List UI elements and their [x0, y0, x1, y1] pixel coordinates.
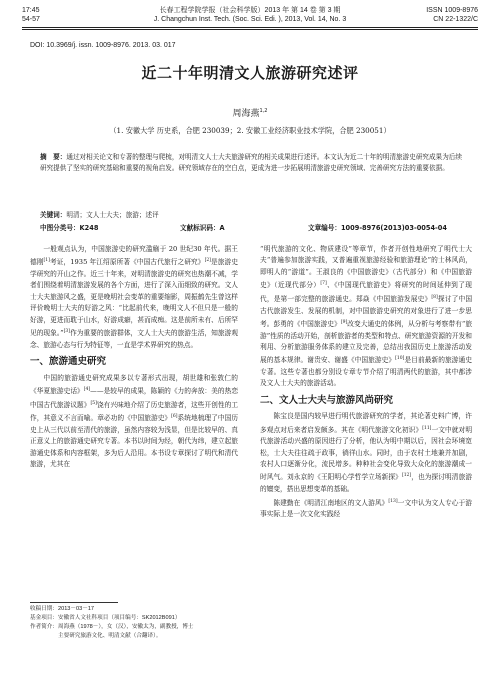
footnote [30, 605, 240, 641]
citation: [2] [204, 258, 211, 264]
text-run: 是目前最新的旅游通史专著。这些专著也都分别设专章专节介绍了明清两代的旅游，其中都涉及文人士大夫的旅游活动。 [260, 356, 473, 388]
author-bio: 作者简介：周海燕（1978－），女（汉），安徽太为，副教授，博士 [30, 624, 194, 630]
text-run: 陈宝良是国内较早进行明代旅游研究的学者，其论著史料广博，许多观点对后来者启发颇多。其在《明代旅游文化初识》 [260, 412, 472, 434]
running-header [22, 6, 478, 36]
author-line [0, 106, 500, 119]
author-name: 周海燕 [232, 109, 260, 119]
text-run: 系统地梳理了中国历史上从三代以前至清代的旅游，虽然内容较为浅显，但是比较早的、真正意义上的旅游通史研究专著。本书以时间为经，朝代为纬，建立起旅游通史体系和内容框架，多为后人沿用。本书设专章探讨了明代和清代旅游，尤其在 [30, 414, 239, 469]
section-heading-2: 二、文人士大夫与旅游风尚研究 [260, 394, 394, 406]
text-run: 是旅游史学研究的开山之作。近三十年来，对明清旅游史的研究也热潮不减，学者们围绕着明清旅游发展的各个方面，进行了深入而细致的研究。文人士大夫旅游风之盛，更是晚明社会变革的重要缩影，周振鹤先生曾这样评价晚明士大夫的好游之风：“比起前代来，晚明文人不但只是一般的好游，更进而耽于山水，好游成癖，甚而成痴。这是前所未有、后所罕见的现象。” [30, 258, 239, 338]
text-run: 考证，1935 年江绍原所著《中国古代旅行之研究》 [49, 258, 205, 267]
left-column [30, 244, 238, 470]
article-number: 文章编号：1009-8976(2013)03-0054-04 [308, 224, 447, 232]
header-pages: 54-57 [22, 16, 40, 23]
header-cn: CN 22-1322/C [433, 16, 478, 23]
fund-project: 基金项目：安徽省人文社科项目（项目编号：SK2012B091） [30, 615, 181, 621]
author-affiliation-mark: 1,2 [259, 108, 268, 114]
citation: [5] [90, 400, 97, 406]
abstract-label: 摘 要： [40, 153, 67, 161]
text-run: ——是较早的成果，陈颖的《力的奔放：美的热恋中国古代旅游议题》 [30, 387, 239, 409]
text-run: 一文中就对明代旅游活动兴盛的原因进行了分析，他认为明中期以后，因社会环境宽松，士大夫往往疏于政事，徜徉山水。同时，由于农村土地兼并加剧，农村人口逐渐分化，流民增多。种种社会变化导致大众化的旅游潮成一时风气。刘永京的《王阳明心学哲学立场新探》 [260, 425, 473, 482]
header-right [426, 6, 478, 24]
header-issue-time: 17:45 [22, 7, 40, 14]
citation: [13] [388, 498, 398, 504]
citation: [3] [63, 329, 71, 335]
paper-title: 近二十年明清文人旅游研究述评 [141, 64, 359, 82]
header-journal [22, 6, 478, 24]
header-journal-en: J. Changchun Inst. Tech. (Soc. Sci. Edi. ), 2013, Vol. 14, No. 3 [153, 16, 347, 23]
author-bio-continued: 主要研究旅游文化、明清文献（合翻译）。 [58, 633, 162, 639]
document-code: 文献标识码：A [180, 224, 225, 232]
text-run: “明代旅游的文化、物质建设”等章节，作者开创性地研究了明代士大夫“普遍参加旅游实践，又普遍重视旅游经验和旅游理论”的士林风尚，即明人的“游道”。王淑良的《中国旅游史》（古代部分）和《中国旅游史》（近现代部分） [260, 245, 472, 290]
paragraph-continued [260, 244, 472, 390]
header-rule-top [22, 27, 478, 28]
keywords-text: 明清；文人士大夫；旅游；述评 [66, 211, 159, 219]
doi-line: DOI: 10.3969/j. issn. 1009-8976. 2013. 03. 017 [30, 42, 176, 49]
text-run: 作为重要的旅游群体，文人士大夫的旅游生活，知旅游观念、旅游心态与行为特征等，一直是学术界研究的热点。 [30, 329, 239, 349]
citation: [11] [422, 425, 432, 431]
text-run: 改变大通史的体例，从分析与考察带有“旅游”性质的活动开始，剖析旅游者的类型和特点、研究旅游资源的开发和利用、分析旅游服务体系的建立及完善，总结出我国历史上旅游活动发展的基本规律。谢贵安、谢盛《中国旅游史》 [260, 320, 473, 365]
citation: [12] [401, 473, 412, 479]
citation: [8] [431, 294, 438, 300]
text-run: 陈建勤在《明清江南地区的文人游风》 [273, 498, 389, 507]
citation: [10] [395, 356, 405, 362]
citation: [6] [171, 414, 178, 420]
citation: [9] [340, 319, 348, 325]
citation: [1] [43, 258, 50, 264]
keywords [40, 209, 462, 219]
text-run: 、《中国现代旅游史》将研究的时间延伸到了现代，是第一部完整的旅游通史。郑焱《中国旅游发展史》 [260, 281, 472, 304]
header-issn: ISSN 1009-8976 [426, 7, 478, 14]
received-date: 收稿日期：2013－03－17 [30, 606, 95, 612]
paragraph-chen-baoliang [260, 411, 472, 495]
text-run: ，也为探讨明清旅游的嬗变，搭出思想变革的基础。 [260, 473, 473, 494]
text-run: 中国的旅游通史研究成果多以专著形式出现，胡世雄和张敦仁的《华夏旅游史话》 [30, 373, 238, 396]
text-run: 饶有兴味地介绍了历史旅游者，这些开创性的工作，其意义不言而喻。章必功的《中国旅游史》 [30, 400, 239, 423]
text-run: 探讨了中国古代旅游发生、发展的机制，对中国旅游史研究的对象进行了进一步思考。彭勇的《中国旅游史》 [260, 295, 473, 329]
citation: [7] [320, 281, 327, 287]
paragraph-general-history [30, 373, 238, 471]
paragraph-chen-jianqin [260, 496, 472, 521]
header-rule-bottom [22, 29, 478, 30]
keywords-label: 关键词： [40, 211, 67, 219]
header-journal-cn: 长春工程学院学报（社会科学版）2013 年 第 14 卷 第 3 期 [159, 7, 341, 14]
text-run: 一文中认为文人专心于游事实际上是一次文化实践经 [260, 498, 472, 519]
citation: [4] [83, 386, 91, 392]
abstract [40, 152, 462, 174]
section-heading-1: 一、旅游通史研究 [30, 356, 107, 368]
abstract-text: 通过对相关论文和专著的整理与爬梳，对明清文人士大夫旅游研究的相关成果进行述评。本文认为近二十年的明清旅游史研究成果为后续研究提供了坚实的研究基础和重要的视角启发。研究领域存在的空白点，更成为进一步拓展明清旅游史研究领域、完善研究方法的重要依据。 [40, 153, 462, 172]
paragraph-intro [30, 244, 238, 351]
affiliation: （1. 安徽大学 历史系，合肥 230039；2. 安徽工业经济职业技术学院，合肥 230051） [109, 126, 391, 135]
clc-number: 中图分类号：K248 [40, 224, 99, 232]
right-column [260, 244, 472, 521]
footnote-rule [30, 602, 118, 603]
text-run: 一般观点认为，中国旅游史的研究滥觞于 20 世纪30 年代。据王德刚 [30, 245, 238, 267]
